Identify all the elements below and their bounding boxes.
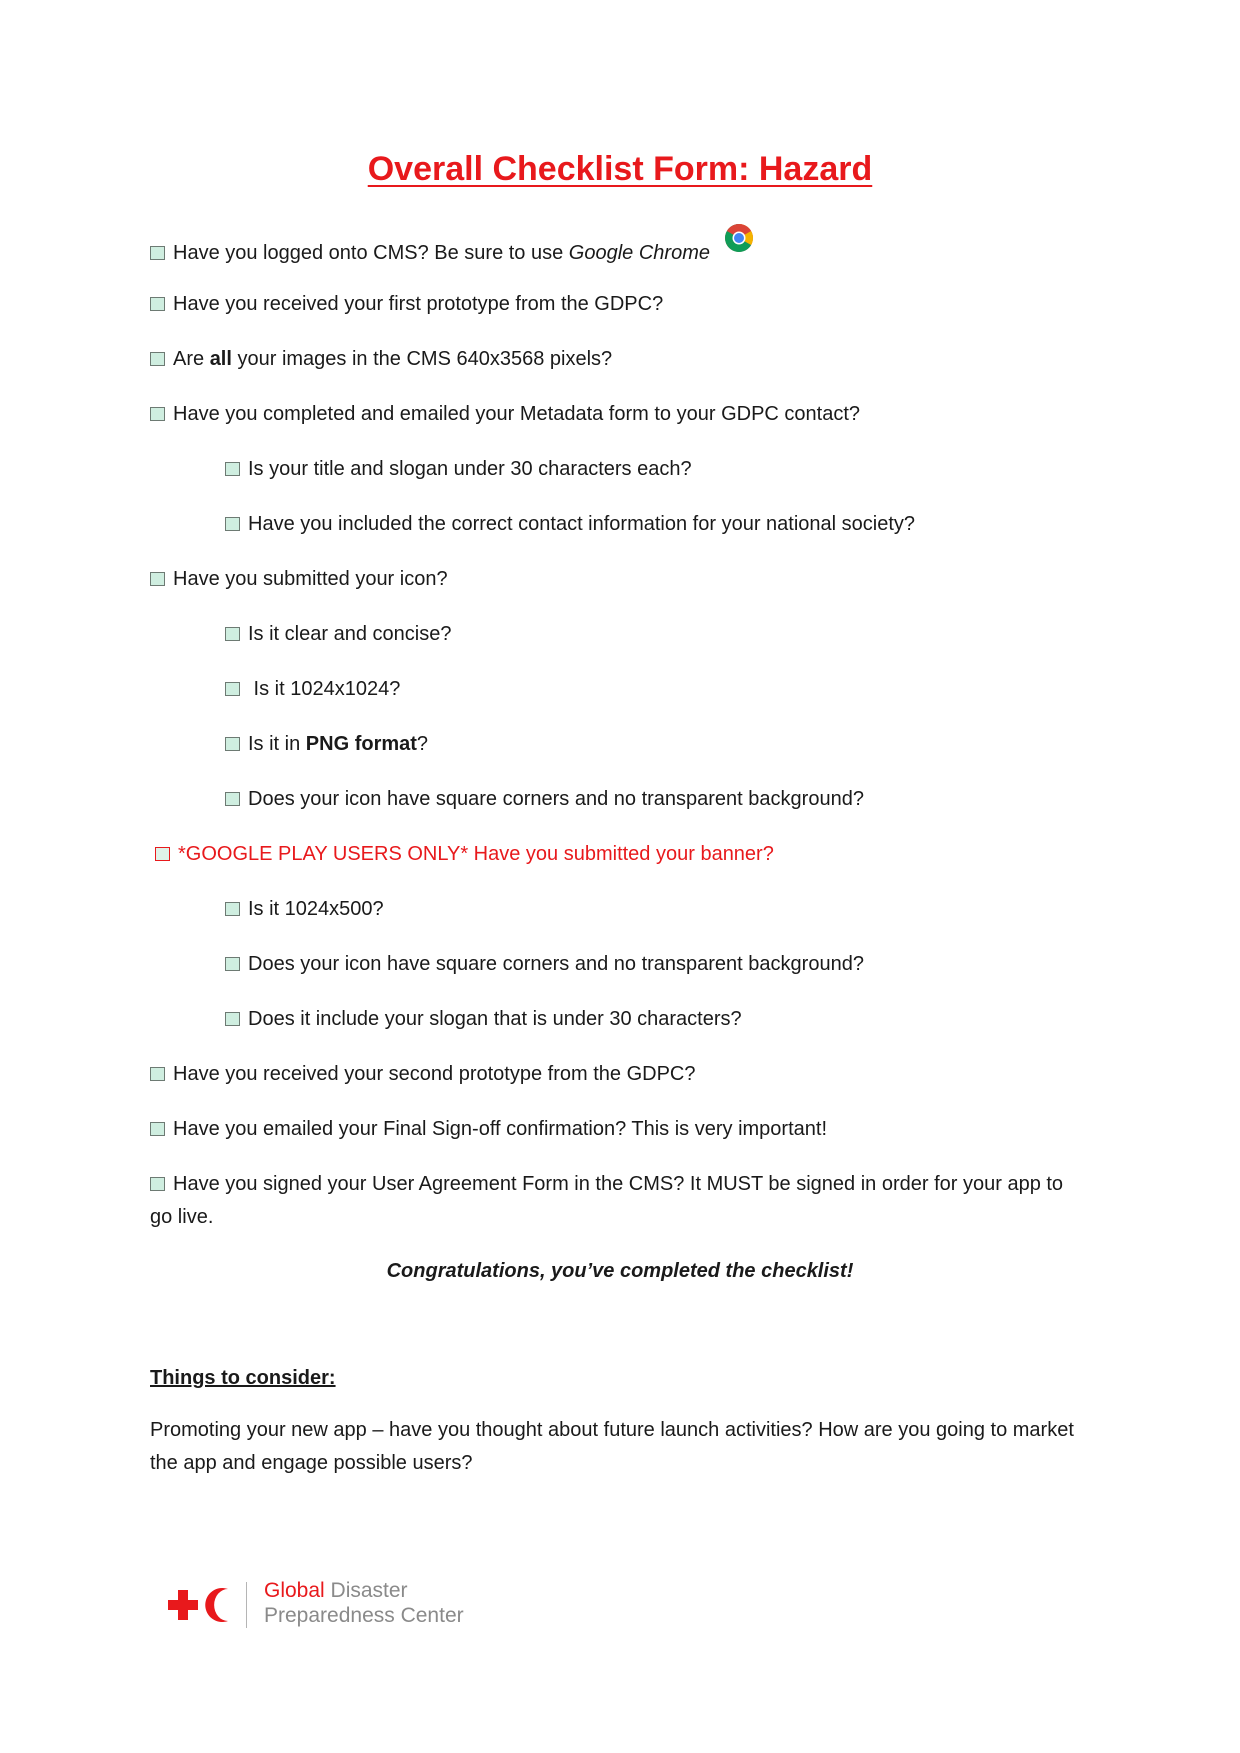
things-to-consider-heading: Things to consider: — [150, 1367, 336, 1389]
checklist-item-final-signoff: Have you emailed your Final Sign-off confirmation? This is very important! — [150, 1113, 827, 1146]
checkbox[interactable] — [150, 297, 165, 311]
checkbox[interactable] — [225, 957, 240, 971]
page-title: Overall Checklist Form: Hazard — [367, 150, 873, 188]
checkbox[interactable] — [150, 407, 165, 421]
things-to-consider-body: Promoting your new app – have you thought about future launch activities? How are you going to market the app and engage possible users? — [150, 1419, 1074, 1474]
congratulations-message: Congratulations, you’ve completed the checklist! — [386, 1260, 854, 1282]
checklist-subitem-banner-slogan: Does it include your slogan that is under 30 characters? — [225, 1003, 742, 1036]
checkbox[interactable] — [150, 572, 165, 586]
checklist-item-image-size: Are all your images in the CMS 640x3568 pixels? — [150, 343, 612, 376]
checklist-subitem-icon-corners: Does your icon have square corners and no transparent background? — [225, 783, 864, 816]
checklist-subitem-contact-info: Have you included the correct contact information for your national society? — [225, 508, 915, 541]
checkbox[interactable] — [150, 352, 165, 366]
checklist-subitem-icon-size: Is it 1024x1024? — [225, 673, 400, 706]
checkbox[interactable] — [225, 462, 240, 476]
gdpc-logo — [168, 1578, 498, 1638]
checkbox[interactable] — [225, 682, 240, 696]
checklist-item-metadata-form: Have you completed and emailed your Metadata form to your GDPC contact? — [150, 398, 860, 431]
checkbox[interactable] — [225, 627, 240, 641]
checkbox[interactable] — [150, 1067, 165, 1081]
checkbox[interactable] — [225, 517, 240, 531]
checklist-subitem-banner-size: Is it 1024x500? — [225, 893, 384, 926]
checklist-subitem-title-slogan: Is your title and slogan under 30 characters each? — [225, 453, 692, 486]
checklist-item-user-agreement: Have you signed your User Agreement Form in the CMS? It MUST be signed in order for your app to go live. — [150, 1173, 1064, 1228]
checkbox[interactable] — [225, 1012, 240, 1026]
checkbox[interactable] — [155, 847, 170, 861]
red-crescent-icon — [204, 1586, 230, 1624]
checkbox[interactable] — [225, 902, 240, 916]
logo-wordmark: Global Disaster Preparedness Center — [264, 1579, 464, 1627]
checklist-subitem-icon-png: Is it in PNG format? — [225, 728, 428, 761]
chrome-icon — [724, 223, 754, 253]
checklist-item-google-play-banner: *GOOGLE PLAY USERS ONLY* Have you submitted your banner? — [155, 838, 774, 871]
red-cross-icon — [168, 1590, 198, 1620]
checkbox[interactable] — [150, 1122, 165, 1136]
checklist-item-second-prototype: Have you received your second prototype from the GDPC? — [150, 1058, 695, 1091]
checklist-subitem-icon-clear: Is it clear and concise? — [225, 618, 451, 651]
checklist-subitem-banner-corners: Does your icon have square corners and no transparent background? — [225, 948, 864, 981]
checklist-item-first-prototype: Have you received your first prototype from the GDPC? — [150, 288, 663, 321]
checkbox[interactable] — [225, 792, 240, 806]
checkbox[interactable] — [150, 1177, 165, 1191]
checkbox[interactable] — [225, 737, 240, 751]
checklist-item-submit-icon: Have you submitted your icon? — [150, 563, 448, 596]
checklist-item-login-cms: Have you logged onto CMS? Be sure to use Google Chrome — [150, 233, 754, 270]
checkbox[interactable] — [150, 246, 165, 260]
logo-separator — [246, 1582, 247, 1628]
